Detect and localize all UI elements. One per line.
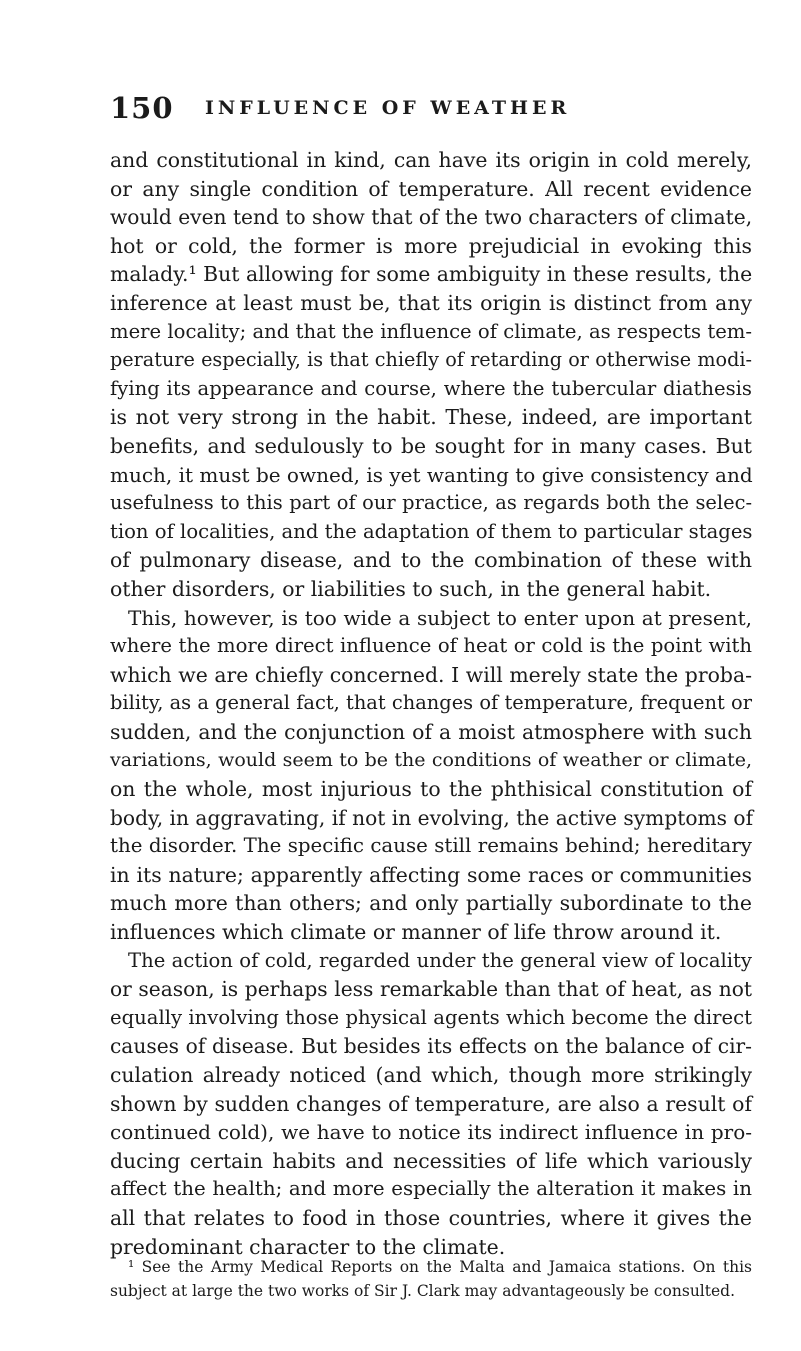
text-line: bility, as a general fact, that changes of temperature, frequent or — [110, 691, 752, 715]
text-line: the disorder. The specific cause still remains behind; hereditary — [110, 834, 752, 858]
text-line: perature especially, is that chiefly of retarding or otherwise modi- — [110, 348, 752, 372]
text-line: tion of localities, and the adaptation of them to particular stages — [110, 519, 753, 543]
footnote — [110, 1255, 752, 1303]
text-line: which we are chiefly concerned. I will merely state the proba- — [110, 662, 752, 687]
text-line: much more than others; and only partially subordinate to the — [110, 891, 752, 916]
text-line: benefits, and sedulously to be sought for in many cases. But — [110, 433, 752, 458]
text-line: malady.¹ But allowing for some ambiguity in these results, the — [110, 262, 753, 287]
text-line: fying its appearance and course, where the tubercular diathesis — [110, 376, 752, 400]
text-line: ducing certain habits and necessities of life which variously — [110, 1148, 752, 1173]
text-line: equally involving those physical agents which become the direct — [110, 1005, 752, 1029]
text-line: causes of disease. But besides its effects on the balance of cir- — [110, 1034, 752, 1059]
text-line: variations, would seem to be the conditions of weather or climate, — [110, 749, 752, 772]
text-line: on the whole, most injurious to the phthisical constitution of — [110, 777, 752, 802]
text-line: body, in aggravating, if not in evolving, the active symptoms of — [110, 805, 754, 830]
text-line: usefulness to this part of our practice, as regards both the selec- — [110, 491, 752, 515]
text-line: inference at least must be, that its origin is distinct from any — [110, 290, 752, 315]
running-title: INFLUENCE OF WEATHER — [205, 97, 571, 119]
footnote-line: ¹ See the Army Medical Reports on the Malta and Jamaica stations. On this — [128, 1258, 752, 1276]
text-line: mere locality; and that the influence of climate, as respects tem- — [110, 319, 752, 343]
body-text — [110, 146, 752, 1261]
text-line: influences which climate or manner of life throw around it. — [110, 920, 722, 945]
text-line: or any single condition of temperature. All recent evidence — [110, 176, 752, 201]
text-line: culation already noticed (and which, though more strikingly — [110, 1063, 752, 1087]
text-line: affect the health; and more especially the alteration it makes in — [110, 1177, 752, 1201]
text-line: hot or cold, the former is more prejudicial in evoking this — [110, 233, 752, 258]
text-line: much, it must be owned, is yet wanting to give consistency and — [110, 462, 753, 487]
text-line: all that relates to food in those countries, where it gives the — [110, 1205, 752, 1230]
text-line: in its nature; apparently affecting some races or communities — [110, 862, 752, 887]
footnote-line: subject at large the two works of Sir J. Clark may advantageously be consulted. — [110, 1282, 736, 1300]
running-head — [110, 91, 750, 131]
text-line: would even tend to show that of the two characters of climate, — [110, 205, 753, 230]
text-line: is not very strong in the habit. These, indeed, are important — [110, 405, 752, 430]
text-line: other disorders, or liabilities to such, in the general habit. — [110, 576, 712, 601]
page-number: 150 — [110, 91, 174, 125]
text-line: continued cold), we have to notice its indirect influence in pro- — [110, 1120, 752, 1145]
text-line: of pulmonary disease, and to the combination of these with — [110, 548, 752, 573]
text-line: sudden, and the conjunction of a moist atmosphere with such — [110, 719, 752, 744]
text-line: This, however, is too wide a subject to enter upon at present, — [128, 605, 752, 630]
text-line: and constitutional in kind, can have its origin in cold merely, — [110, 148, 752, 172]
text-line: The action of cold, regarded under the general view of locality — [128, 948, 752, 972]
text-line: predominant character to the climate. — [110, 1234, 506, 1259]
text-line: or season, is perhaps less remarkable than that of heat, as not — [110, 977, 752, 1002]
text-line: shown by sudden changes of temperature, are also a result of — [110, 1091, 752, 1116]
text-line: where the more direct influence of heat or cold is the point with — [110, 634, 752, 658]
